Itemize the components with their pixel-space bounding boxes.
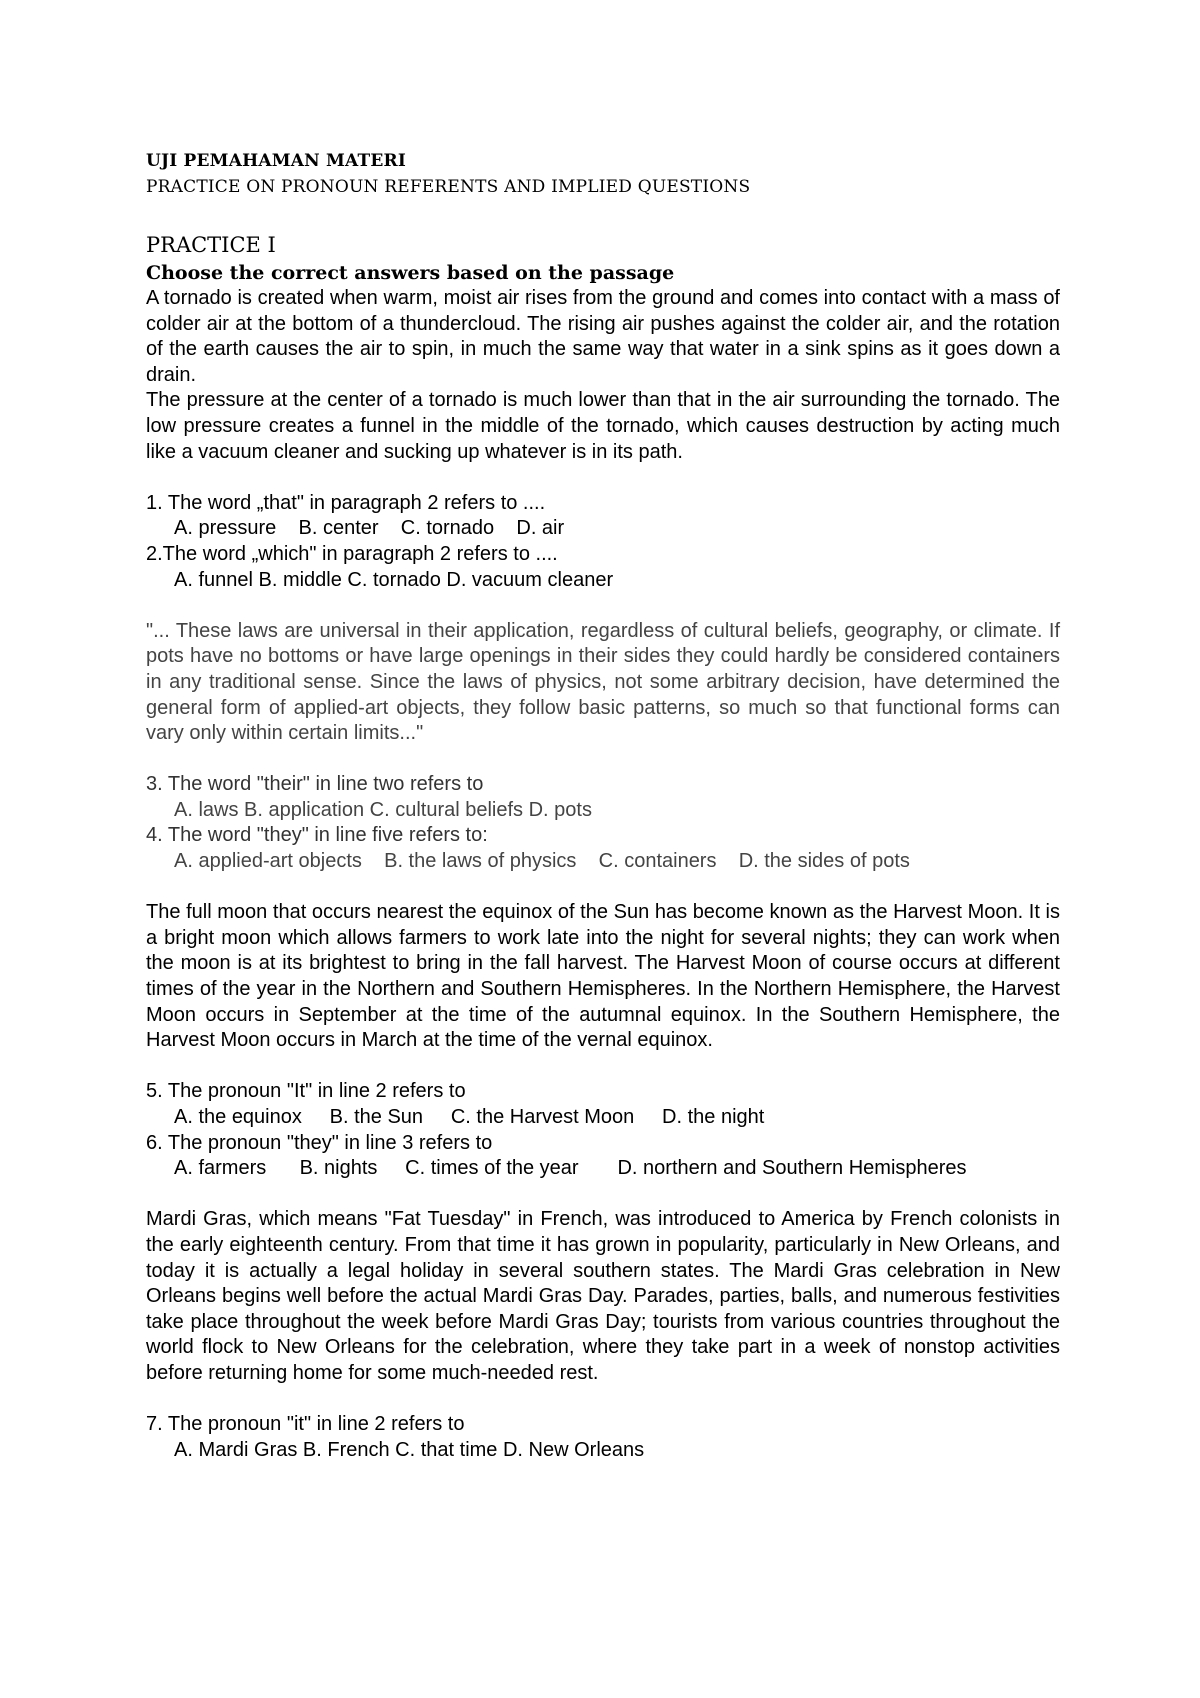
practice-instruction: Choose the correct answers based on the passage [146, 262, 675, 284]
spacer [146, 1054, 1060, 1080]
spacer [146, 465, 1060, 491]
question-group-3 [146, 1079, 1060, 1181]
spacer [146, 593, 1060, 619]
question-1: 1. The word „that" in paragraph 2 refers to .... [146, 491, 546, 514]
question-5-options: A. the equinox B. the Sun C. the Harvest Moon D. the night [174, 1106, 765, 1128]
passage-laws-quote: "... These laws are universal in their application, regardless of cultural beliefs, geography, or climate. If pots have no bottoms or have large openings in their sides they could hardly be considered containers in any traditional sense. Since the laws of physics, not some arbitrary decision, have determined the general form of applied-art objects, they follow basic patterns, so much so that functional forms can vary only within certain limits..." [146, 619, 1060, 745]
passage-harvest-moon: The full moon that occurs nearest the equinox of the Sun has become known as the Harvest Moon. It is a bright moon which allows farmers to work late into the night for several nights; they can work when the moon is at its brightest to bring in the fall harvest. The Harvest Moon of course occurs at different times of the year in the Northern and Southern Hemispheres. In the Northern Hemisphere, the Harvest Moon occurs in September at the time of the autumnal equinox. In the Southern Hemisphere, the Harvest Moon occurs in March at the time of the vernal equinox. [146, 901, 1060, 1052]
question-group-2 [146, 772, 1060, 874]
document-title: UJI PEMAHAMAN MATERI [146, 151, 406, 171]
question-group-4 [146, 1412, 1060, 1463]
question-2: 2.The word „which" in paragraph 2 refers to .... [146, 542, 558, 565]
question-group-1 [146, 491, 1060, 593]
question-1-options: A. pressure B. center C. tornado D. air [174, 517, 565, 540]
question-2-options: A. funnel B. middle C. tornado D. vacuum cleaner [174, 568, 614, 591]
spacer [146, 747, 1060, 773]
document-content [146, 148, 1060, 1463]
passage-tornado-paragraph-2: The pressure at the center of a tornado is much lower than that in the air surrounding the tornado. The low pressure creates a funnel in the middle of the tornado, which causes destruction by acting much like a vacuum cleaner and sucking up whatever is in its path. [146, 389, 1060, 463]
spacer [146, 1182, 1060, 1208]
question-5: 5. The pronoun "It" in line 2 refers to [146, 1080, 466, 1103]
passage-tornado-paragraph-1: A tornado is created when warm, moist air rises from the ground and comes into contact with a mass of colder air at the bottom of a thundercloud. The rising air pushes against the colder air, and the rotation of the earth causes the air to spin, in much the same way that water in a sink spins as it goes down a drain. [146, 287, 1060, 386]
spacer [146, 1387, 1060, 1413]
question-3-options: A. laws B. application C. cultural beliefs D. pots [174, 798, 592, 821]
passage-mardi-gras: Mardi Gras, which means "Fat Tuesday" in French, was introduced to America by French colonists in the early eighteenth century. From that time it has grown in popularity, particularly in New Orleans, and today it is actually a legal holiday in several southern states. The Mardi Gras celebration in New Orleans begins well before the actual Mardi Gras Day. Parades, parties, balls, and numerous festivities take place throughout the week before Mardi Gras Day; tourists from various countries throughout the world flock to New Orleans for the celebration, where they take part in a week of nonstop activities before returning home for some much-needed rest. [146, 1208, 1060, 1384]
spacer [146, 875, 1060, 901]
document-subtitle: PRACTICE ON PRONOUN REFERENTS AND IMPLIED QUESTIONS [146, 177, 751, 197]
question-7-options: A. Mardi Gras B. French C. that time D. New Orleans [174, 1438, 645, 1461]
question-3: 3. The word "their" in line two refers to [146, 773, 484, 796]
question-7: 7. The pronoun "it" in line 2 refers to [146, 1413, 465, 1436]
question-6-options: A. farmers B. nights C. times of the year D. northern and Southern Hemispheres [174, 1157, 967, 1180]
question-4-options: A. applied-art objects B. the laws of physics C. containers D. the sides of pots [174, 850, 910, 873]
practice-heading: PRACTICE I [146, 233, 276, 257]
question-6: 6. The pronoun "they" in line 3 refers to [146, 1131, 493, 1154]
question-4: 4. The word "they" in line five refers to: [146, 824, 488, 847]
